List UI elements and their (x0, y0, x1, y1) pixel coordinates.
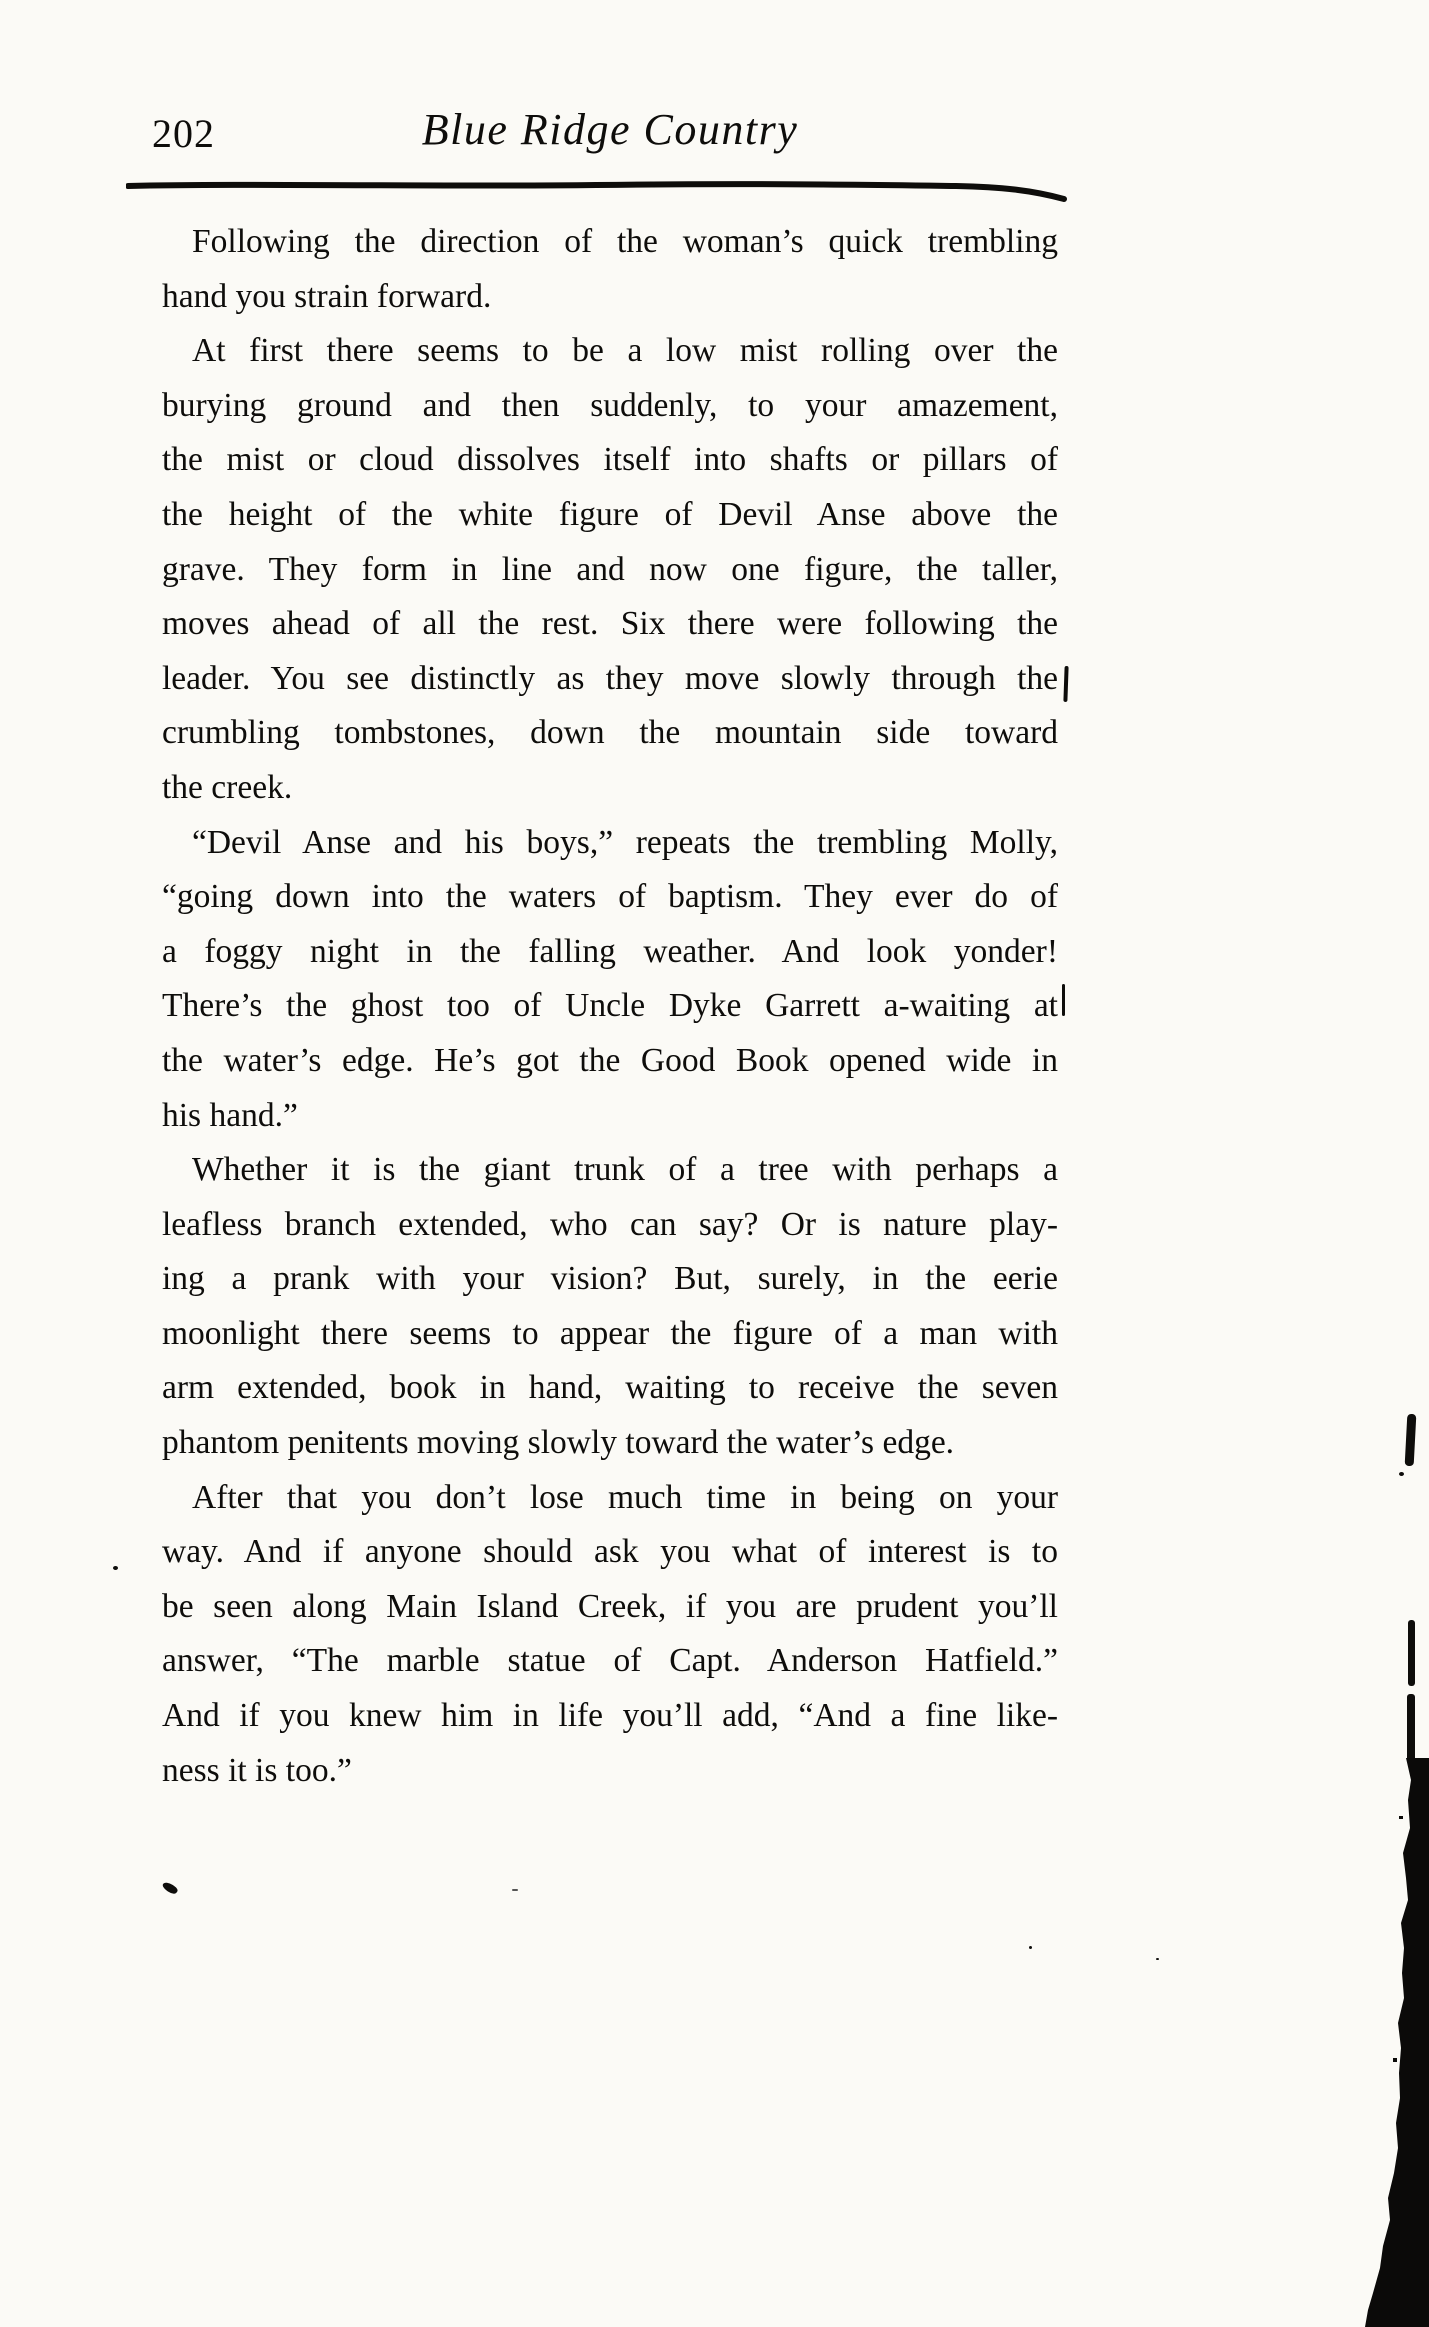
text-line: And if you knew him in life you’ll add, “And a fine like- (162, 1697, 1058, 1735)
page-edge-scan-shadow (1359, 1758, 1429, 2327)
text-line: grave. They form in line and now one figure, the taller, (162, 550, 1058, 588)
text-line: Whether it is the giant trunk of a tree with perhaps a (192, 1151, 1058, 1189)
text-line: leafless branch extended, who can say? Or is nature play- (162, 1205, 1058, 1243)
ink-speck (1399, 1472, 1404, 1476)
ink-smudge (1407, 1694, 1415, 1762)
ink-speck (113, 1566, 118, 1570)
text-line: “Devil Anse and his boys,” repeats the trembling Molly, (192, 823, 1058, 861)
text-line: the height of the white figure of Devil Anse above the (162, 495, 1058, 533)
ink-speck (1156, 1958, 1159, 1960)
text-line: crumbling tombstones, down the mountain side toward (162, 714, 1058, 752)
ink-smudge (1408, 1620, 1415, 1686)
text-line: burying ground and then suddenly, to your amazement, (162, 386, 1058, 424)
text-line: leader. You see distinctly as they move slowly through the (162, 659, 1058, 697)
text-line: There’s the ghost too of Uncle Dyke Garrett a-waiting at (162, 987, 1058, 1025)
text-line: be seen along Main Island Creek, if you are prudent you’ll (162, 1587, 1058, 1625)
text-line: ing a prank with your vision? But, surely, in the eerie (162, 1260, 1058, 1298)
text-line: way. And if anyone should ask you what of interest is to (162, 1533, 1058, 1571)
stray-pen-mark (161, 1880, 179, 1895)
margin-tick-mark (1063, 666, 1068, 702)
text-line: arm extended, book in hand, waiting to receive the seven (162, 1369, 1058, 1407)
text-line: answer, “The marble statue of Capt. Anderson Hatfield.” (162, 1642, 1058, 1680)
text-line: Following the direction of the woman’s quick trembling (192, 223, 1058, 260)
text-line: moves ahead of all the rest. Six there were following the (162, 605, 1058, 643)
ink-speck (1029, 1946, 1032, 1949)
text-line: moonlight there seems to appear the figure of a man with (162, 1314, 1058, 1352)
text-line: “going down into the waters of baptism. They ever do of (162, 878, 1058, 916)
text-line: a foggy night in the falling weather. And look yonder! (162, 932, 1058, 970)
running-title: Blue Ridge Country (421, 105, 799, 154)
text-line: the water’s edge. He’s got the Good Book opened wide in (162, 1041, 1058, 1079)
text-line: the creek. (162, 768, 293, 806)
header-rule (126, 178, 1071, 204)
margin-tick-mark (1062, 984, 1065, 1016)
text-line: After that you don’t lose much time in being on your (192, 1478, 1058, 1516)
text-line: ness it is too.” (162, 1751, 352, 1789)
text-line: the mist or cloud dissolves itself into shafts or pillars of (162, 441, 1058, 479)
page-number: 202 (152, 111, 215, 156)
text-line: At first there seems to be a low mist rolling over the (192, 332, 1058, 370)
text-block (162, 215, 1058, 1798)
text-line: hand you strain forward. (162, 277, 492, 315)
ink-speck (512, 1889, 518, 1891)
text-line: his hand.” (162, 1096, 298, 1134)
text-line: phantom penitents moving slowly toward the water’s edge. (162, 1424, 955, 1462)
ink-smudge (1405, 1414, 1417, 1466)
